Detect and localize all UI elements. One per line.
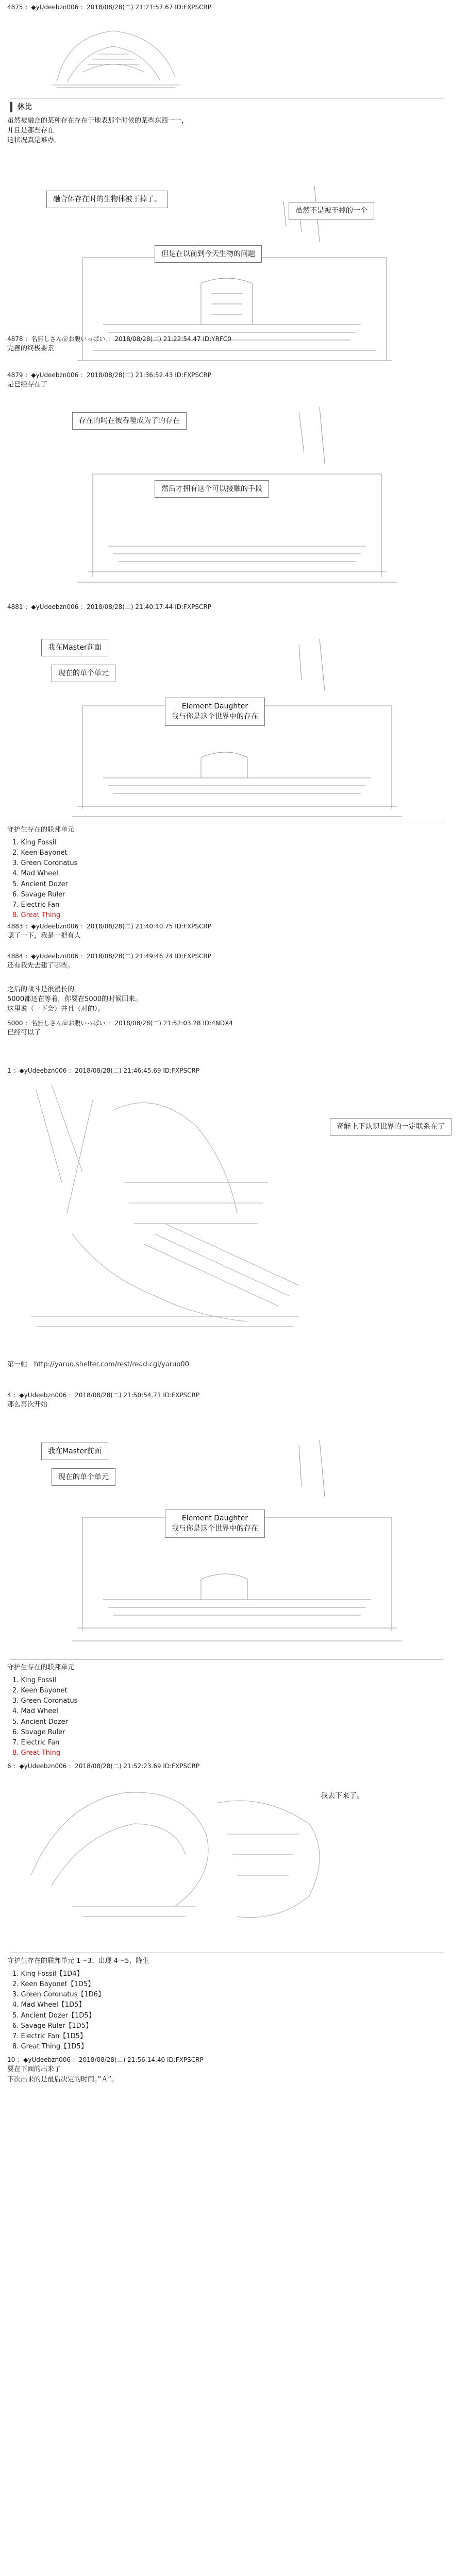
list-item: 5. Ancient Dozer (12, 1718, 69, 1726)
element-title: Element Daughter (181, 702, 248, 710)
speech-bubble: 虽然不是被干掉的一个 (289, 202, 374, 219)
post-header: 4879 ：◆yUdeebzn006 ：2018/08/28(二) 21:36:52.43 ID:FXPSCRP (7, 371, 211, 379)
speech-bubble: 存在的吗在被吞噬成为了的存在 (72, 412, 187, 430)
list-item: 4. Mad Wheel【1D5】 (12, 2001, 86, 2009)
speech-bubble: 现在的单个单元 (52, 665, 115, 682)
post-header: 4884 ：◆yUdeebzn006 ：2018/08/28(二) 21:49:46.74 ID:FXPSCRP (7, 953, 211, 960)
post-body: 完善的终极要素 (7, 345, 55, 352)
unit-list (12, 838, 77, 921)
list-item: 6. Savage Ruler (12, 890, 65, 899)
list-item: 4. Mad Wheel (12, 870, 58, 878)
unit-list (12, 1675, 77, 1758)
element-body: 我与你是这个世界中的存在 (172, 713, 258, 721)
list-item: 6. Savage Ruler (12, 1728, 65, 1736)
ascii-art-figure (21, 1772, 340, 1937)
speech-text: 我去下来了。 (314, 1788, 370, 1804)
list-item: 3. Green Coronatus【1D6】 (12, 1991, 105, 1999)
list-item: 2. Keen Bayonet (12, 1687, 68, 1695)
speech-bubble: 我在Master前面 (41, 1443, 108, 1460)
element-daughter-caption (165, 1510, 265, 1538)
post-body: 还有我先去建了哪些。 (7, 962, 75, 970)
list-item: 1. King Fossil【1D4】 (12, 1970, 83, 1978)
list-item: 7. Electric Fan【1D5】 (12, 2032, 87, 2040)
post-header: 4878 ：名無しさん＠お腹いっぱい。：2018/08/28(二) 21:22:54.47 ID:YRFC0 (7, 335, 231, 343)
list-item: 3. Green Coronatus (12, 1697, 78, 1705)
list-item: 2. Keen Bayonet【1D5】 (12, 1980, 95, 1989)
post-header: 10 ：◆yUdeebzn006 ：2018/08/28(二) 21:56:14.40 ID:FXPSCRP (7, 2056, 204, 2063)
list-item: 7. Electric Fan (12, 901, 60, 909)
speech-bubble: 现在的单个单元 (52, 1468, 115, 1486)
post-header: 4881 ：◆yUdeebzn006 ：2018/08/28(二) 21:40:17.44 ID:FXPSCRP (7, 603, 211, 611)
post-body: 是已经存在了 (7, 381, 48, 388)
post-header: 4883 ：◆yUdeebzn006 ：2018/08/28(二) 21:40:40.75 ID:FXPSCRP (7, 923, 211, 930)
list-item: 3. Green Coronatus (12, 859, 78, 868)
post-header: 1 ：◆yUdeebzn006 ：2018/08/28(二) 21:46:45.69 ID:FXPSCRP (7, 1067, 200, 1074)
link-text[interactable]: 第一帖 http://yaruo.shelter.com/rest/read.cgi/yaruo00 (7, 1361, 189, 1368)
list-item: 1. King Fossil (12, 1676, 57, 1684)
speech-bubble: 但是在以前到今天生物的问题 (155, 245, 262, 263)
unit-list (12, 1969, 105, 2052)
post-body: 之后的战斗是很漫长的。 5000都还在等着，你要在5000的时候回来。 这里说（一下会）并且（对的）。 (7, 986, 142, 1013)
post-body: 嗯了一下，我是一把有人 (7, 932, 81, 940)
list-item: 8. Great Thing (12, 1749, 61, 1757)
list-item: 1. King Fossil (12, 839, 57, 846)
post-body: 那么再次开始 (7, 1401, 48, 1409)
list-item: 2. Keen Bayonet (12, 849, 68, 857)
post-header: 5000 ：名無しさん＠お腹いっぱい。：2018/08/28(二) 21:52:03.28 ID:4NDX4 (7, 1020, 233, 1027)
post-body: 下次出来的是最后决定的时间。”Ａ”。 (7, 2076, 118, 2083)
speech-bubble: 我在Master前面 (41, 639, 108, 656)
element-daughter-caption (165, 698, 265, 726)
ascii-art-figure (36, 15, 191, 93)
list-item: 4. Mad Wheel (12, 1707, 58, 1716)
element-title: Element Daughter (181, 1514, 248, 1522)
list-item: 5. Ancient Dozer【1D5】 (12, 2011, 95, 2020)
section-heading: 休比 (10, 102, 32, 112)
list-title: 守护生存在的联邦单元 (7, 826, 75, 834)
post-body: 虽然被融合的某种存在存在于地表那个时候的某些东西一一， 并且是那些存在 这状况真是难办。 (7, 117, 189, 144)
post-body: 已经可以了 (7, 1029, 41, 1037)
list-title: 守护生存在的联邦单元 1～3、出现 4～5、降生 (7, 1957, 149, 1965)
post-body: 要在下面的出来了 (7, 2065, 61, 2073)
speech-bubble: 融合体存在时的生物体被干掉了。 (46, 191, 168, 208)
element-body: 我与你是这个世界中的存在 (172, 1524, 258, 1533)
list-item: 8. Great Thing【1D5】 (12, 2042, 88, 2050)
post-header: 4875 ：◆yUdeebzn006 ：2018/08/28(二) 21:21:57.67 ID:FXPSCRP (7, 4, 211, 11)
list-title: 守护生存在的联邦单元 (7, 1664, 75, 1671)
list-item: 6. Savage Ruler【1D5】 (12, 2022, 92, 2030)
post-header: 6 ：◆yUdeebzn006 ：2018/08/28(二) 21:52:23.69 ID:FXPSCRP (7, 1762, 200, 1770)
list-item: 8. Great Thing (12, 911, 61, 919)
speech-bubble: 奇能上下认识世界的一定联系在了 (330, 1118, 451, 1136)
post-header: 4 ：◆yUdeebzn006 ：2018/08/28(二) 21:50:54.71 ID:FXPSCRP (7, 1392, 200, 1399)
list-item: 7. Electric Fan (12, 1738, 60, 1747)
speech-bubble: 然后才拥有这个可以接触的手段 (155, 480, 269, 498)
ascii-art-figure (21, 1079, 309, 1347)
list-item: 5. Ancient Dozer (12, 880, 69, 888)
